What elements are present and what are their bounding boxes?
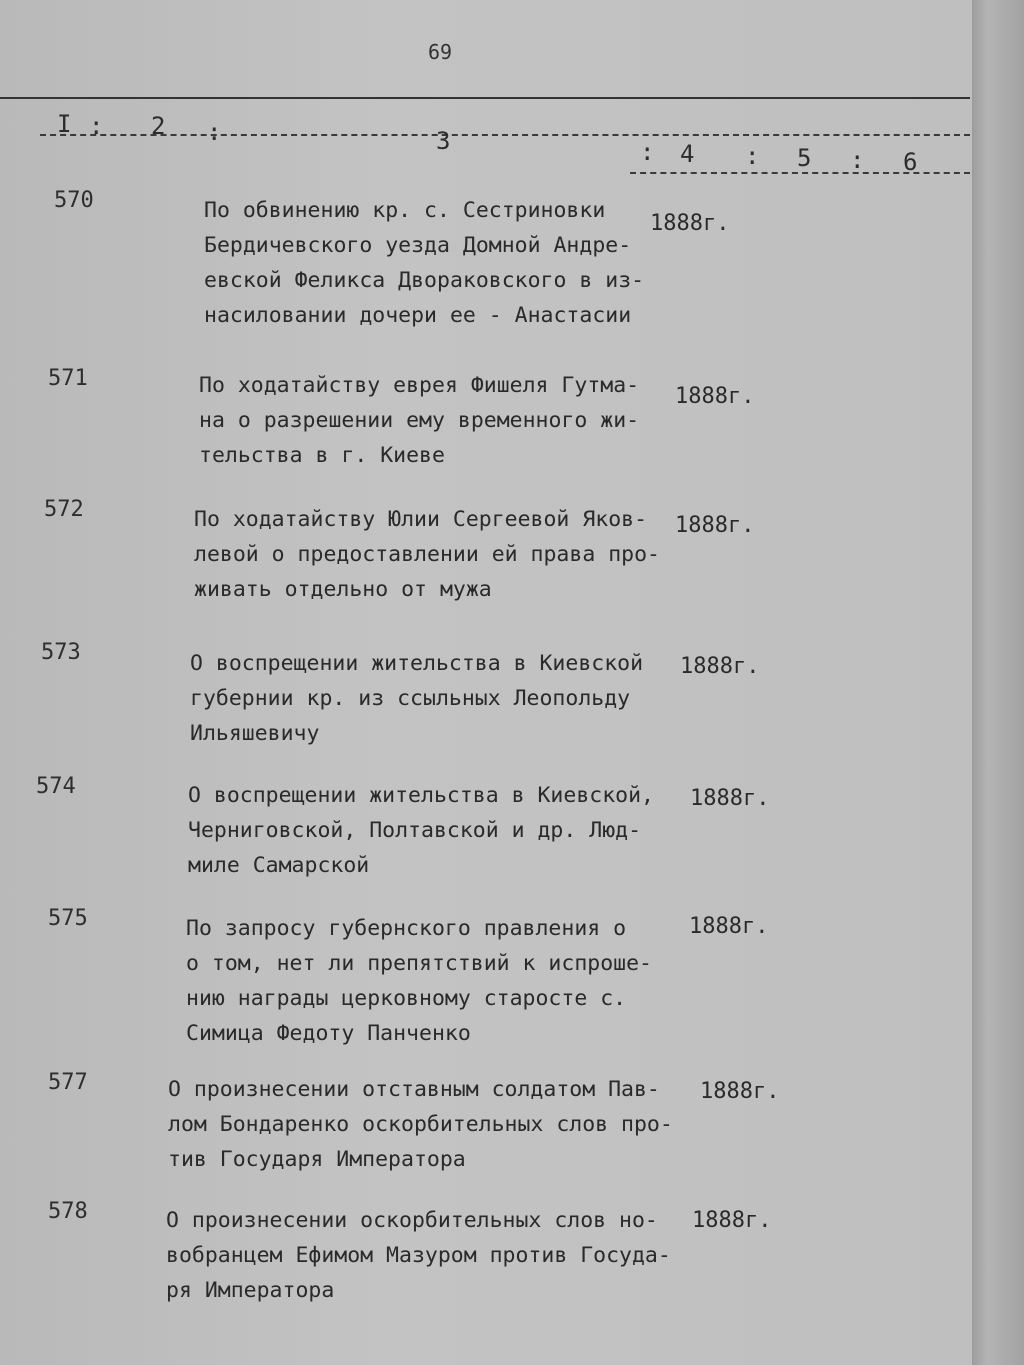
entry-date: 1888г. xyxy=(650,211,730,236)
entry-description: По обвинению кр. с. Сестриновки Бердичевского уезда Домной Андре- евской Феликса Двораковского в из- насиловании дочери ее - Анастасии xyxy=(204,198,645,328)
column-header-1: I xyxy=(57,110,72,138)
page-edge-shadow xyxy=(972,0,1024,1365)
entry-number: 572 xyxy=(44,497,84,522)
column-header-4: 4 xyxy=(680,140,695,168)
entry-description: О произнесении отставным солдатом Пав- лом Бондаренко оскорбительных слов про- тив Государя Императора xyxy=(168,1077,673,1172)
header-bottom-rule xyxy=(630,172,970,174)
column-header-3: 3 xyxy=(436,127,451,155)
entry-description: По запросу губернского правления о о том, нет ли препятствий к испроше- нию награды церковному старосте с. Симица Федоту Панченко xyxy=(186,916,652,1046)
entry-date: 1888г. xyxy=(690,786,770,811)
entry-number: 577 xyxy=(48,1070,88,1095)
entry-date: 1888г. xyxy=(675,384,755,409)
entry-number: 570 xyxy=(54,188,94,213)
column-separator-2: : xyxy=(207,118,222,146)
column-header-2: 2 xyxy=(151,112,166,140)
entry-date: 1888г. xyxy=(692,1208,772,1233)
column-separator-4: : xyxy=(745,142,760,170)
header-top-rule xyxy=(0,97,970,99)
entry-number: 573 xyxy=(41,640,81,665)
column-header-6: 6 xyxy=(903,148,918,176)
column-header-5: 5 xyxy=(797,144,812,172)
entry-description: По ходатайству Юлии Сергеевой Яков- левой о предоставлении ей права про- живать отдельно от мужа xyxy=(194,507,660,602)
column-separator-5: : xyxy=(850,146,865,174)
entry-date: 1888г. xyxy=(700,1079,780,1104)
column-separator-3: : xyxy=(640,138,655,166)
column-separator-1: : xyxy=(89,112,104,140)
entry-number: 571 xyxy=(48,366,88,391)
entry-description: По ходатайству еврея Фишеля Гутма- на о разрешении ему временного жи- тельства в г. Киеве xyxy=(199,373,640,468)
entry-number: 578 xyxy=(48,1199,88,1224)
entry-description: О произнесении оскорбительных слов но- вобранцем Ефимом Мазуром против Госуда- ря Императора xyxy=(166,1208,671,1303)
entry-date: 1888г. xyxy=(675,513,755,538)
entry-number: 575 xyxy=(48,906,88,931)
page-number: 69 xyxy=(428,40,453,64)
entry-description: О воспрещении жительства в Киевской, Черниговской, Полтавской и др. Люд- миле Самарской xyxy=(188,783,654,878)
entry-date: 1888г. xyxy=(689,914,769,939)
header-middle-rule xyxy=(40,134,970,136)
entry-date: 1888г. xyxy=(680,654,760,679)
entry-description: О воспрещении жительства в Киевской губернии кр. из ссыльных Леопольду Ильяшевичу xyxy=(190,651,644,746)
entry-number: 574 xyxy=(36,774,76,799)
